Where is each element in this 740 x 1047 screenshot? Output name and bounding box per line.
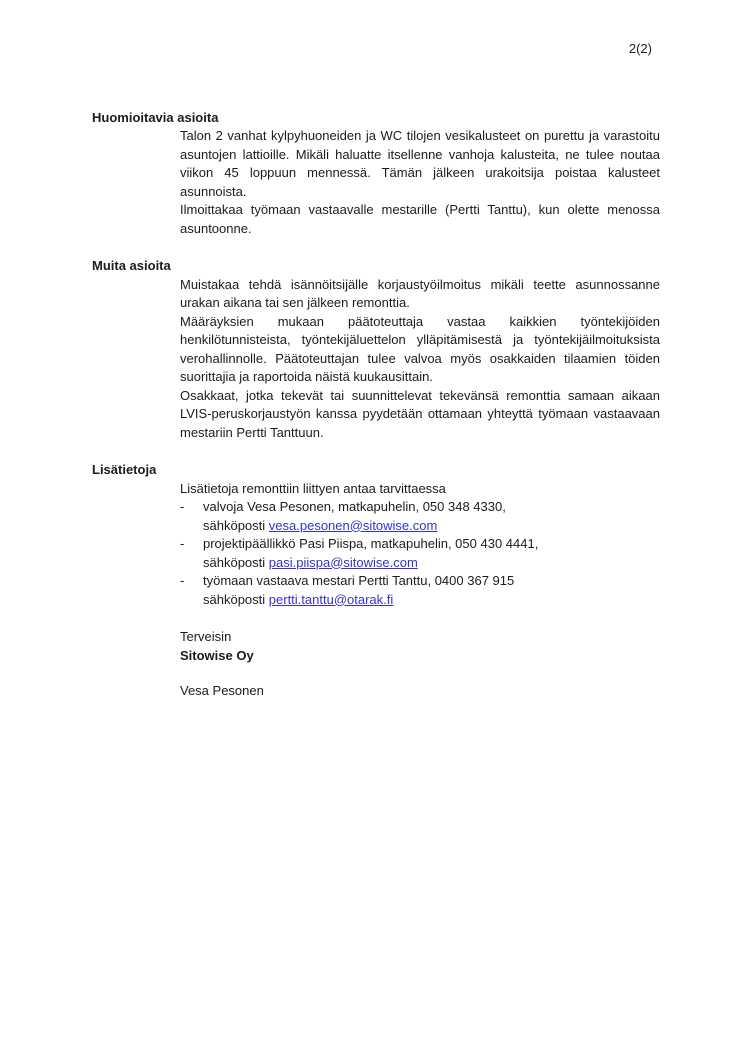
email-label: sähköposti xyxy=(203,517,266,533)
section-lisatietoja xyxy=(0,461,740,609)
bullet-dash: - xyxy=(180,536,185,551)
paragraph: Talon 2 vanhat kylpyhuoneiden ja WC tilojen vesikalusteet on purettu ja varastoitu asuntojen lattioille. Mikäli haluatte itsellenne vanhoja kalusteita, ne tulee noutaa viikon 45 loppuun mennessä. Tämän jälkeen urakoitsija poistaa kalusteet asunnoista. xyxy=(180,128,660,199)
contact-details xyxy=(203,498,660,535)
paragraph: Määräyksien mukaan päätoteuttaja vastaa kaikkien työntekijöiden henkilötunnisteista, työntekijäluettelon ylläpitämisestä ja työntekijäilmoituksista verohallinnolle. Päätoteuttajan tulee valvoa myös osakkaiden tilaamien töiden suorittajia ja raportoida näistä kuukausittain. xyxy=(180,313,660,384)
contact-email-line xyxy=(203,591,660,610)
contact-line: työmaan vastaava mestari Pertti Tanttu, 0400 367 915 xyxy=(203,573,515,588)
email-link[interactable]: pasi.piispa@sitowise.com xyxy=(268,554,418,570)
contact-email-line xyxy=(203,554,660,573)
section-heading: Huomioitavia asioita xyxy=(92,109,219,125)
signature-company: Sitowise Oy xyxy=(180,647,254,663)
section-body xyxy=(180,480,660,610)
bullet-dash: - xyxy=(180,499,185,514)
email-link[interactable]: pertti.tanttu@otarak.fi xyxy=(268,591,394,607)
page-number: 2(2) xyxy=(628,41,652,56)
contact-item xyxy=(180,572,660,609)
section-body xyxy=(180,127,660,238)
section-muita-asioita xyxy=(0,257,740,442)
signature-block xyxy=(180,628,740,701)
contact-email-line xyxy=(203,517,660,536)
contact-details xyxy=(203,535,660,572)
section-heading: Lisätietoja xyxy=(92,462,157,477)
bullet-dash: - xyxy=(180,573,185,588)
contact-line: valvoja Vesa Pesonen, matkapuhelin, 050 348 4330, xyxy=(203,499,506,514)
section-huomioitavia-asioita xyxy=(0,109,740,239)
contact-line: projektipäällikkö Pasi Piispa, matkapuhelin, 050 430 4441, xyxy=(203,536,539,551)
section-body xyxy=(180,276,660,443)
contact-item xyxy=(180,535,660,572)
paragraph: Muistakaa tehdä isännöitsijälle korjaustyöilmoitus mikäli teette asunnossanne urakan aikana tai sen jälkeen remonttia. xyxy=(180,276,660,310)
email-label: sähköposti xyxy=(203,554,266,570)
paragraph: Ilmoittakaa työmaan vastaavalle mestarille (Pertti Tanttu), kun olette menossa asuntoonne. xyxy=(180,202,660,236)
email-link[interactable]: vesa.pesonen@sitowise.com xyxy=(268,517,438,533)
contact-item xyxy=(180,498,660,535)
email-label: sähköposti xyxy=(203,591,266,607)
contacts-intro: Lisätietoja remonttiin liittyen antaa tarvittaessa xyxy=(180,480,446,496)
signature-name: Vesa Pesonen xyxy=(180,683,264,698)
paragraph: Osakkaat, jotka tekevät tai suunnittelevat tekevänsä remonttia samaan aikaan LVIS-peruskorjaustyön kanssa pyydetään ottamaan yhteyttä työmaan vastaavaan mestariin Pertti Tanttuun. xyxy=(180,387,660,440)
contact-details xyxy=(203,572,660,609)
signature-closing: Terveisin xyxy=(180,629,232,644)
section-heading: Muita asioita xyxy=(92,258,171,273)
